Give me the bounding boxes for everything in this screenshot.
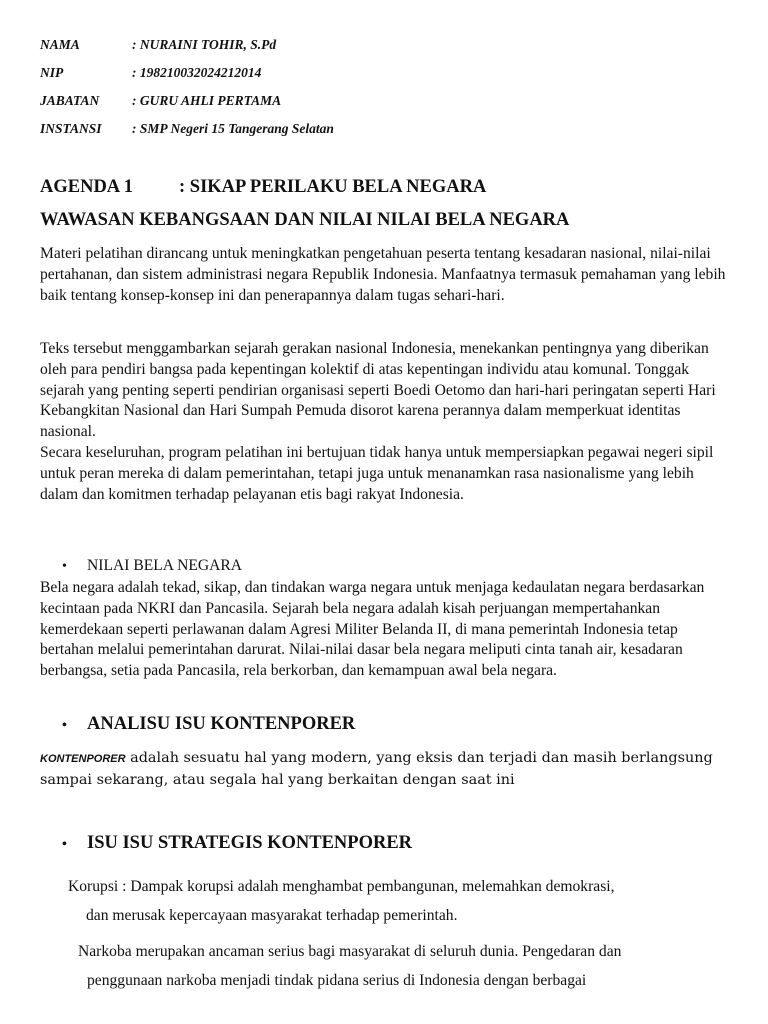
bullet-dot: •: [62, 559, 67, 574]
info-label: JABATAN: [40, 93, 100, 108]
info-label: NAMA: [40, 37, 80, 52]
agenda-heading: [40, 177, 486, 198]
narkoba-line-2: penggunaan narkoba menjadi tindak pidana serius di Indonesia dengan berbagai: [87, 972, 587, 989]
bullet-nilai-bela-negara: [62, 557, 242, 575]
bullet-dot: •: [62, 718, 67, 733]
narkoba-paragraph: [78, 937, 758, 995]
intro-paragraph: Materi pelatihan dirancang untuk meningkatkan pengetahuan peserta tentang kesadaran nasional, nilai-nilai pertahanan, dan sistem administrasi negara Republik Indonesia. Manfaatnya termasuk pemahaman yang lebih baik tentang konsep-konsep ini dan penerapannya dalam tugas sehari-hari.: [40, 245, 726, 304]
bullet-analisu-isu: [62, 714, 355, 735]
bullet-dot: •: [62, 837, 67, 852]
definition-text: adalah sesuatu hal yang modern, yang eksis dan terjadi dan masih berlangsung sampai sekarang, atau segala hal yang berkaitan dengan saat ini: [40, 750, 713, 788]
info-value: : 198210032024212014: [132, 65, 262, 80]
agenda-title: : SIKAP PERILAKU BELA NEGARA: [179, 177, 487, 197]
history-block: [40, 339, 730, 505]
nilai-bela-negara-paragraph: Bela negara adalah tekad, sikap, dan tindakan warga negara untuk menjaga kedaulatan negara berdasarkan kecintaan pada NKRI dan Pancasila. Sejarah bela negara adalah kisah perjuangan mempertahankan kemerdekaan seperti perlawanan dalam Agresi Militer Belanda II, di mana pemerintah Indonesia tetap bertahan melalui pemerintahan darurat. Nilai-nilai dasar bela negara meliputi cinta tanah air, kesadaran berbangsa, setia pada Pancasila, rela berkorban, dan kemampuan awal bela negara.: [40, 579, 705, 680]
bullet-isu-strategis: [62, 833, 412, 854]
bullet-title: NILAI BELA NEGARA: [87, 557, 243, 574]
kontenporer-definition: [40, 748, 730, 790]
keyword-kontenporer: KONTENPORER: [40, 753, 126, 765]
info-value: : NURAINI TOHIR, S.Pd: [132, 37, 277, 52]
korupsi-line-1: Korupsi : Dampak korupsi adalah menghambat pembangunan, melemahkan demokrasi,: [68, 878, 615, 895]
bullet-title: ANALISU ISU KONTENPORER: [87, 714, 356, 734]
korupsi-paragraph: [68, 872, 748, 930]
korupsi-line-2: dan merusak kepercayaan masyarakat terhadap pemerintah.: [86, 907, 458, 924]
info-label: NIP: [40, 65, 64, 80]
info-label: INSTANSI: [40, 121, 102, 136]
history-paragraph: Teks tersebut menggambarkan sejarah gerakan nasional Indonesia, menekankan pentingnya yang diberikan oleh para pendiri bangsa pada kepentingan kolektif di atas kepentingan individu atau komunal. Tonggak sejarah yang penting seperti pendirian organisasi seperti Boedi Oetomo dan hari-hari peringatan seperti Hari Kebangkitan Nasional dan Hari Sumpah Pemuda disorot karena perannya dalam memperkuat identitas nasional.: [40, 340, 716, 441]
narkoba-line-1: Narkoba merupakan ancaman serius bagi masyarakat di seluruh dunia. Pengedaran dan: [78, 943, 622, 960]
info-value: : GURU AHLI PERTAMA: [132, 93, 282, 108]
section-heading: WAWASAN KEBANGSAAN DAN NILAI NILAI BELA NEGARA: [40, 210, 570, 230]
bullet-title: ISU ISU STRATEGIS KONTENPORER: [87, 833, 413, 853]
summary-paragraph: Secara keseluruhan, program pelatihan ini bertujuan tidak hanya untuk mempersiapkan pegawai negeri sipil untuk peran mereka di dalam pemerintahan, tetapi juga untuk menanamkan rasa nasionalisme yang lebih dalam dan komitmen terhadap pelayanan etis bagi rakyat Indonesia.: [40, 443, 714, 503]
info-value: : SMP Negeri 15 Tangerang Selatan: [132, 121, 334, 136]
agenda-number: AGENDA 1: [40, 177, 134, 197]
